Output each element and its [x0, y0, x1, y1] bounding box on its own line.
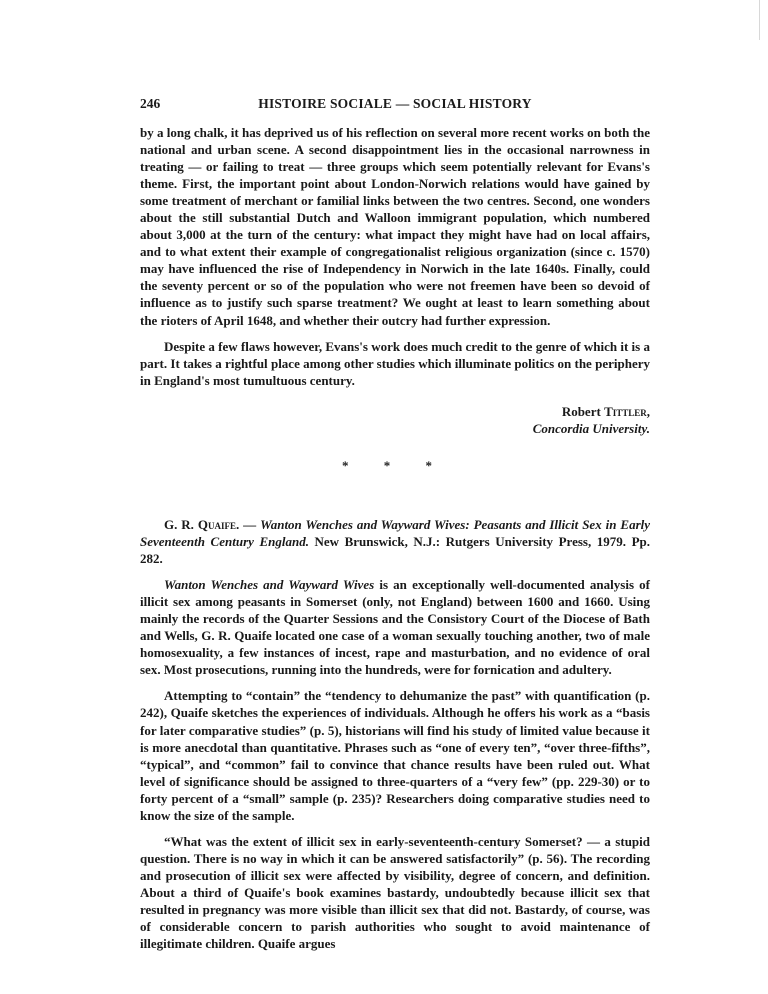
- review2-paragraph-1: [140, 576, 650, 678]
- book-title-inline: Wanton Wenches and Wayward Wives: [164, 577, 375, 593]
- book-publication: New Brunswick, N.J.: Rutgers University Press, 1979. Pp. 282.: [140, 534, 651, 567]
- section-separator: * * *: [342, 458, 448, 473]
- book-author-initials: G. R.: [164, 517, 198, 532]
- citation-dash: —: [239, 517, 261, 532]
- review1-paragraph-2: Despite a few flaws however, Evans's work does much credit to the genre of which it is a part. It takes a rightful place among other studies which illuminate politics on the periphery in England's most tumultuous century.: [140, 338, 650, 388]
- book-citation: [140, 516, 650, 567]
- book-author-surname: Quaife.: [197, 517, 240, 532]
- running-title: HISTOIRE SOCIALE — SOCIAL HISTORY: [258, 96, 532, 111]
- review-quaife: [140, 516, 650, 952]
- running-header: [140, 96, 650, 116]
- review1-paragraph-1: by a long chalk, it has deprived us of his reflection on several more recent works on both the national and urban scene. A second disappointment lies in the occasional narrowness in treating — or failing to treat — three groups which seem potentially relevant for Evans's theme. First, the important point about London-Norwich relations would have gained by some treatment of merchant or familial links between the two centres. Second, one wonders about the still substantial Dutch and Walloon immigrant population, which numbered about 3,000 at the turn of the century: what impact they might have had on local affairs, and to what extent their example of congregationalist religious organization (since c. 1570) may have influenced the rise of Independency in Norwich in the late 1640s. Finally, could the seventy percent or so of the population who were not freemen have been so devoid of influence as to justify such sparse treatment? We ought at least to learn something about the rioters of April 1648, and whether their outcry had further expression.: [140, 125, 650, 328]
- reviewer-signature: [140, 403, 650, 437]
- page-number: 246: [140, 96, 161, 111]
- reviewer-last-name: Tittler,: [604, 403, 650, 419]
- review2-paragraph-3: “What was the extent of illicit sex in early-seventeenth-century Somerset? — a stupid question. There is no way in which it can be answered satisfactorily” (p. 56). The recording and prosecution of illicit sex were affected by visibility, degree of concern, and definition. About a third of Quaife's book examines bastardy, undoubtedly because illicit sex that resulted in pregnancy was more visible than illicit sex that did not. Bastardy, of course, was of considerable concern to parish authorities who sought to avoid maintenance of illegitimate children. Quaife argues: [140, 833, 650, 952]
- reviewer-affiliation: Concordia University.: [532, 420, 650, 436]
- review-tittler-continued: [140, 124, 650, 437]
- reviewer-name: [140, 403, 650, 420]
- reviewer-first-name: Robert: [561, 403, 605, 419]
- book-title: Wanton Wenches and Wayward Wives: Peasants and Illicit Sex in Early Seventeenth Century England.: [140, 517, 651, 550]
- scan-edge-line: [759, 0, 760, 40]
- review2-paragraph-1-text: is an exceptionally well-documented analysis of illicit sex among peasants in Somerset (only, not England) between 1600 and 1660. Using mainly the records of the Quarter Sessions and the Consistory Court of the Diocese of Bath and Wells, G. R. Quaife located one case of a woman sexually touching another, two of male homosexuality, a few instances of incest, rape and masturbation, and no evidence of oral sex. Most prosecutions, running into the hundreds, were for fornication and adultery.: [140, 577, 651, 678]
- review2-paragraph-2: Attempting to “contain” the “tendency to dehumanize the past” with quantification (p. 242), Quaife sketches the experiences of individuals. Although he offers his work as a “basis for later comparative studies” (p. 5), historians will find his study of limited value because it is more anecdotal than quantitative. Phrases such as “one of every ten”, “over three-fifths”, “typical”, and “common” fail to convince that chance results have been ruled out. What level of significance should be assigned to three-quarters of a “very few” (pp. 229-30) or to forty percent of a “small” sample (p. 235)? Researchers doing comparative studies need to know the size of the sample.: [140, 688, 650, 823]
